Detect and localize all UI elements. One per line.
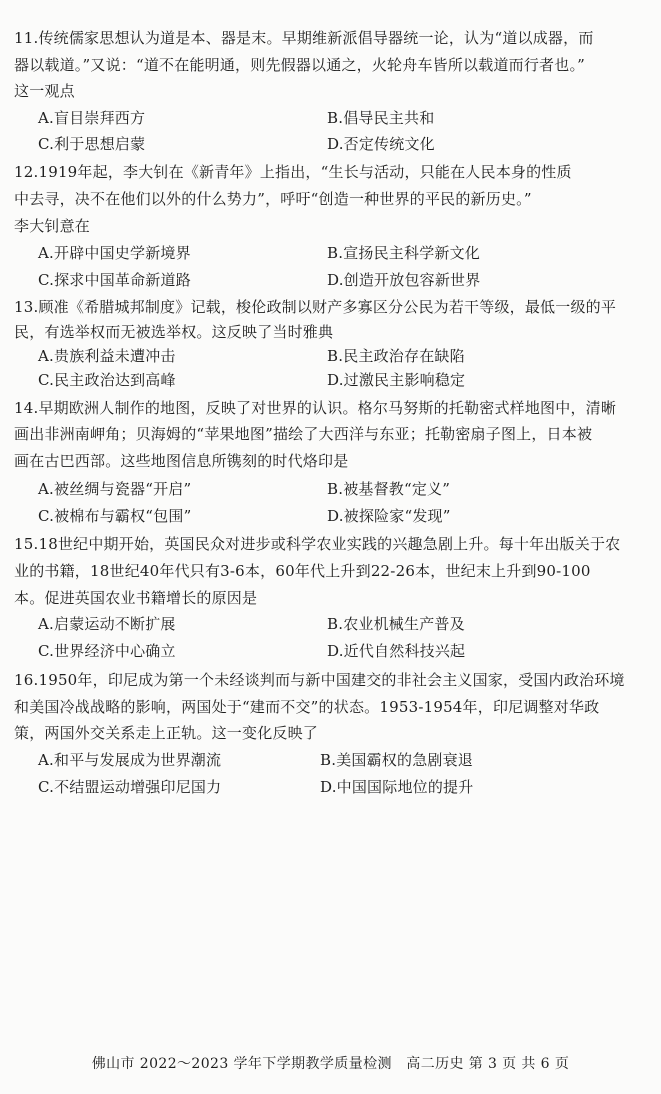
question-14-option-c: C.被棉布与霸权“包围”	[38, 507, 192, 525]
question-12-option-c: C.探求中国革命新道路	[38, 271, 191, 289]
question-14-option-b: B.被基督教“定义”	[327, 480, 451, 498]
question-12-option-d: D.创造开放包容新世界	[327, 271, 481, 289]
question-11-option-b: B.倡导民主共和	[327, 109, 435, 127]
question-11-option-d: D.否定传统文化	[327, 135, 435, 153]
question-12-stem-line-1: 12.1919年起，李大钊在《新青年》上指出，“生长与活动，只能在人民本身的性质	[14, 163, 572, 181]
question-15-stem-line-1: 15.18世纪中期开始，英国民众对进步或科学农业实践的兴趣急剧上升。每十年出版关于农	[14, 535, 621, 553]
question-13-option-b: B.民主政治存在缺陷	[327, 347, 465, 365]
question-13-option-c: C.民主政治达到高峰	[38, 371, 176, 389]
question-11-option-c: C.利于思想启蒙	[38, 135, 146, 153]
question-15-stem-line-2: 业的书籍，18世纪40年代只有3-6本，60年代上升到22-26本，世纪末上升到90-100	[14, 562, 591, 580]
question-16-stem-line-2: 和美国冷战战略的影响，两国处于“建而不交”的状态。1953-1954年，印尼调整对华政	[14, 698, 600, 716]
question-13-stem-line-2: 民，有选举权而无被选举权。这反映了当时雅典	[14, 323, 334, 341]
question-12-option-a: A.开辟中国史学新境界	[38, 244, 191, 262]
question-14-stem-line-2: 画出非洲南岬角；贝海姆的“苹果地图”描绘了大西洋与东亚；托勒密扇子图上，日本被	[14, 425, 593, 443]
question-13-stem-line-1: 13.顾准《希腊城邦制度》记载，梭伦政制以财产多寡区分公民为若干等级，最低一级的平	[14, 298, 617, 316]
question-11-stem-line-3: 这一观点	[14, 82, 75, 100]
question-12-stem-line-2: 中去寻，决不在他们以外的什么势力”，呼吁“创造一种世界的平民的新历史。”	[14, 190, 532, 208]
question-15-stem-line-3: 本。促进英国农业书籍增长的原因是	[14, 589, 258, 607]
page-footer: 佛山市 2022～2023 学年下学期教学质量检测 高二历史 第 3 页 共 6 页	[91, 1056, 570, 1072]
question-11-stem-line-2: 器以载道。”又说：“道不在能明通，则先假器以通之，火轮舟车皆所以载道而行者也。”	[14, 56, 586, 74]
question-13-option-d: D.过激民主影响稳定	[327, 371, 466, 389]
question-12-option-b: B.宣扬民主科学新文化	[327, 244, 480, 262]
question-14-stem-line-3: 画在古巴西部。这些地图信息所镌刻的时代烙印是	[14, 452, 349, 470]
question-15-option-c: C.世界经济中心确立	[38, 642, 176, 660]
question-16-option-b: B.美国霸权的急剧衰退	[320, 751, 473, 769]
question-15-option-a: A.启蒙运动不断扩展	[38, 615, 176, 633]
question-16-stem-line-3: 策，两国外交关系走上正轨。这一变化反映了	[14, 724, 319, 742]
question-13-option-a: A.贵族利益未遭冲击	[38, 347, 176, 365]
question-11-option-a: A.盲目崇拜西方	[38, 109, 146, 127]
question-15-option-b: B.农业机械生产普及	[327, 615, 465, 633]
question-14-option-a: A.被丝绸与瓷器“开启”	[38, 480, 192, 498]
question-12-stem-line-3: 李大钊意在	[14, 217, 91, 235]
question-16-option-c: C.不结盟运动增强印尼国力	[38, 778, 222, 796]
question-15-option-d: D.近代自然科技兴起	[327, 642, 466, 660]
question-16-option-a: A.和平与发展成为世界潮流	[38, 751, 222, 769]
question-11-stem-line-1: 11.传统儒家思想认为道是本、器是末。早期维新派倡导器统一论，认为“道以成器，而	[14, 29, 594, 47]
question-16-stem-line-1: 16.1950年，印尼成为第一个未经谈判而与新中国建交的非社会主义国家，受国内政治环境	[14, 671, 625, 689]
question-14-option-d: D.被探险家“发现”	[327, 507, 451, 525]
question-16-option-d: D.中国国际地位的提升	[320, 778, 474, 796]
question-14-stem-line-1: 14.早期欧洲人制作的地图，反映了对世界的认识。格尔马努斯的托勒密式样地图中，清晰	[14, 399, 617, 417]
